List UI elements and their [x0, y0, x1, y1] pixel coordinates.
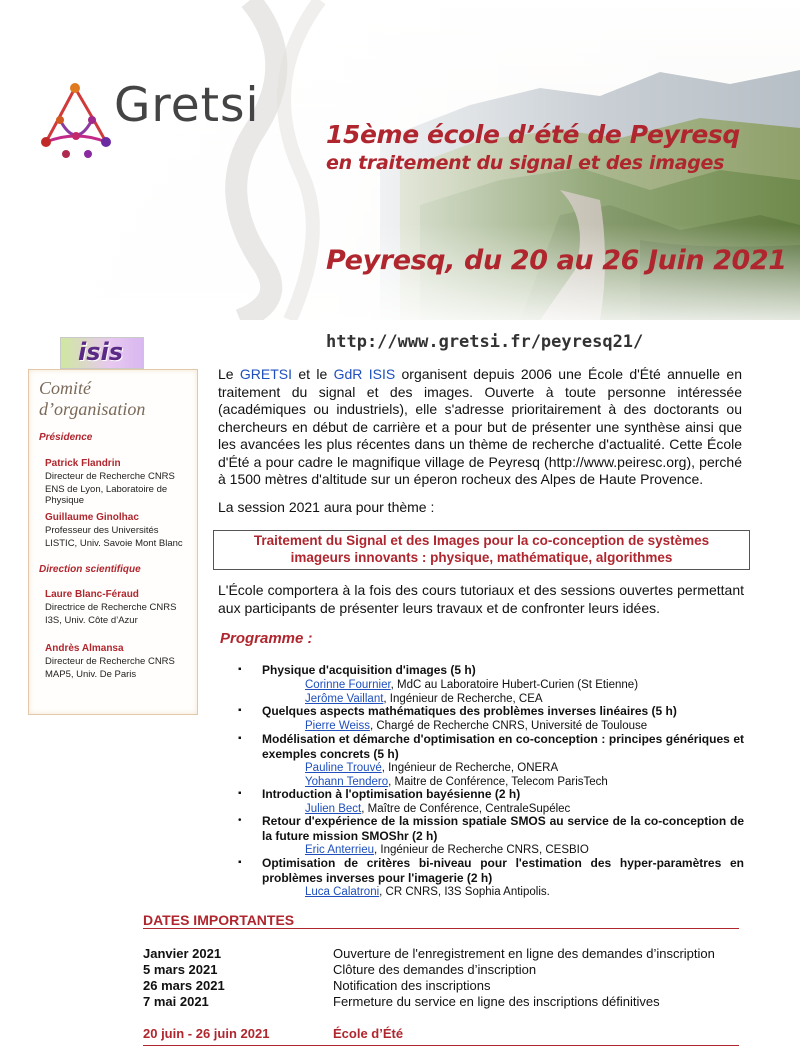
- theme-line-1: Traitement du Signal et des Images pour la co-conception de systèmes: [253, 533, 710, 548]
- intro-paragraph: Le GRETSI et le GdR ISIS organisent depuis 2006 une École d'Été annuelle en traitement du signal et des images. Ouverte à toute personne intéressée (académiques ou industriels), elle s'adresse prioritairement à des doctorants ou chercheurs en début de carrière et a pour but de présenter une synthèse ainsi que les avancées les plus récentes dans un thème de recherche d'actualité. Cette École d'Été a pour cadre le magnifique village de Peyresq (http://www.peiresc.org), perché à 1500 mètres d'altitude sur un éperon rocheux des Alpes de Haute Provence.: [218, 366, 742, 487]
- date-label: 7 mai 2021: [143, 994, 209, 1009]
- course-title: Physique d'acquisition d'images (5 h): [262, 663, 476, 677]
- speaker-link[interactable]: Corinne Fournier: [305, 679, 391, 691]
- member-name: Andrès Almansa: [45, 643, 124, 654]
- member-affiliation: MAP5, Univ. De Paris: [45, 669, 137, 680]
- theme-line-2: imageurs innovants : physique, mathématique, algorithmes: [290, 550, 673, 565]
- isis-logo: isis: [60, 337, 144, 369]
- divider: [143, 928, 739, 929]
- speaker-link[interactable]: Luca Calatroni: [305, 886, 380, 898]
- theme-box: [213, 530, 750, 570]
- speaker-line: Corinne Fournier, MdC au Laboratoire Hubert-Curien (St Etienne): [305, 679, 639, 691]
- school-title: 15ème école d’été de Peyresq: [326, 120, 740, 149]
- speaker-link[interactable]: Pauline Trouvé: [305, 762, 382, 774]
- member-role: Directeur de Recherche CNRS: [45, 656, 175, 667]
- date-event: Clôture des demandes d’inscription: [333, 962, 537, 977]
- speaker-line: Eric Anterrieu, Ingénieur de Recherche CNRS, CESBIO: [305, 844, 589, 856]
- section-heading-presidence: Présidence: [39, 432, 93, 443]
- date-label: 26 mars 2021: [143, 978, 225, 993]
- gretsi-logo-text: Gretsi: [114, 78, 260, 133]
- course-title: Optimisation de critères bi-niveau pour l'estimation des hyper-paramètres en problèmes inverses pour l'imagerie (2 h): [262, 856, 744, 885]
- speaker-line: Pauline Trouvé, Ingénieur de Recherche, ONERA: [305, 762, 559, 774]
- course-title: Introduction à l'optimisation bayésienne (2 h): [262, 787, 521, 801]
- committee-title: Comité d’organisation: [39, 378, 146, 419]
- session-text: La session 2021 aura pour thème :: [218, 499, 435, 515]
- school-subtitle: en traitement du signal et des images: [326, 152, 725, 174]
- member-name: Patrick Flandrin: [45, 458, 121, 469]
- organizing-committee-panel: [28, 369, 198, 715]
- speaker-line: Julien Bect, Maître de Conférence, CentraleSupélec: [305, 803, 571, 815]
- date-event: Fermeture du service en ligne des inscriptions définitives: [333, 994, 660, 1009]
- gdr-isis-link[interactable]: GdR ISIS: [333, 366, 396, 382]
- date-label: 5 mars 2021: [143, 962, 218, 977]
- school-description: L'École comportera à la fois des cours tutoriaux et des sessions ouvertes permettant aux participants de présenter leurs travaux et de confronter leurs idées.: [218, 582, 744, 616]
- speaker-link[interactable]: Yohann Tendero: [305, 776, 389, 788]
- member-name: Laure Blanc-Féraud: [45, 589, 139, 600]
- speaker-line: Luca Calatroni, CR CNRS, I3S Sophia Antipolis.: [305, 886, 550, 898]
- website-link[interactable]: http://www.gretsi.fr/peyresq21/: [326, 332, 644, 352]
- speaker-link[interactable]: Jerôme Vaillant: [305, 693, 384, 705]
- school-event: École d’Été: [333, 1026, 404, 1041]
- member-role: Directrice de Recherche CNRS: [45, 602, 177, 613]
- gretsi-link[interactable]: GRETSI: [239, 366, 293, 382]
- bullet-icon: •: [238, 815, 242, 826]
- gretsi-logo-icon: [36, 80, 114, 160]
- event-dates-title: Peyresq, du 20 au 26 Juin 2021: [326, 245, 787, 276]
- dates-heading: DATES IMPORTANTES: [143, 912, 295, 928]
- date-label: Janvier 2021: [143, 946, 222, 961]
- date-event: Ouverture de l'enregistrement en ligne des demandes d’inscription: [333, 946, 715, 961]
- school-dates: 20 juin - 26 juin 2021: [143, 1026, 270, 1041]
- speaker-line: Pierre Weiss, Chargé de Recherche CNRS, Université de Toulouse: [305, 720, 648, 732]
- speaker-link[interactable]: Eric Anterrieu: [305, 844, 375, 856]
- member-affiliation: ENS de Lyon, Laboratoire de Physique: [45, 484, 168, 506]
- speaker-line: Yohann Tendero, Maitre de Conférence, Telecom ParisTech: [305, 776, 608, 788]
- bullet-icon: ▪: [238, 705, 242, 716]
- bullet-icon: ▪: [238, 857, 242, 868]
- divider: [143, 1045, 739, 1046]
- speaker-link[interactable]: Pierre Weiss: [305, 720, 370, 732]
- speaker-link[interactable]: Julien Bect: [305, 803, 362, 815]
- bullet-icon: ▪: [238, 664, 242, 675]
- bullet-icon: ▪: [238, 788, 242, 799]
- programme-heading: Programme :: [220, 630, 313, 647]
- course-title: Quelques aspects mathématiques des problèmes inverses linéaires (5 h): [262, 704, 677, 718]
- member-name: Guillaume Ginolhac: [45, 512, 139, 523]
- bullet-icon: ▪: [238, 733, 242, 744]
- member-affiliation: I3S, Univ. Côte d’Azur: [45, 615, 138, 626]
- section-heading-direction: Direction scientifique: [39, 564, 141, 575]
- member-affiliation: LISTIC, Univ. Savoie Mont Blanc: [45, 538, 183, 549]
- course-title: Retour d'expérience de la mission spatiale SMOS au service de la co-conception de la future mission SMOShr (2 h): [262, 814, 744, 843]
- speaker-line: Jerôme Vaillant, Ingénieur de Recherche, CEA: [305, 693, 543, 705]
- course-title: Modélisation et démarche d'optimisation en co-conception : principes génériques et exemples concrets (5 h): [262, 732, 744, 761]
- date-event: Notification des inscriptions: [333, 978, 491, 993]
- member-role: Professeur des Universités: [45, 525, 159, 536]
- member-role: Directeur de Recherche CNRS: [45, 471, 175, 482]
